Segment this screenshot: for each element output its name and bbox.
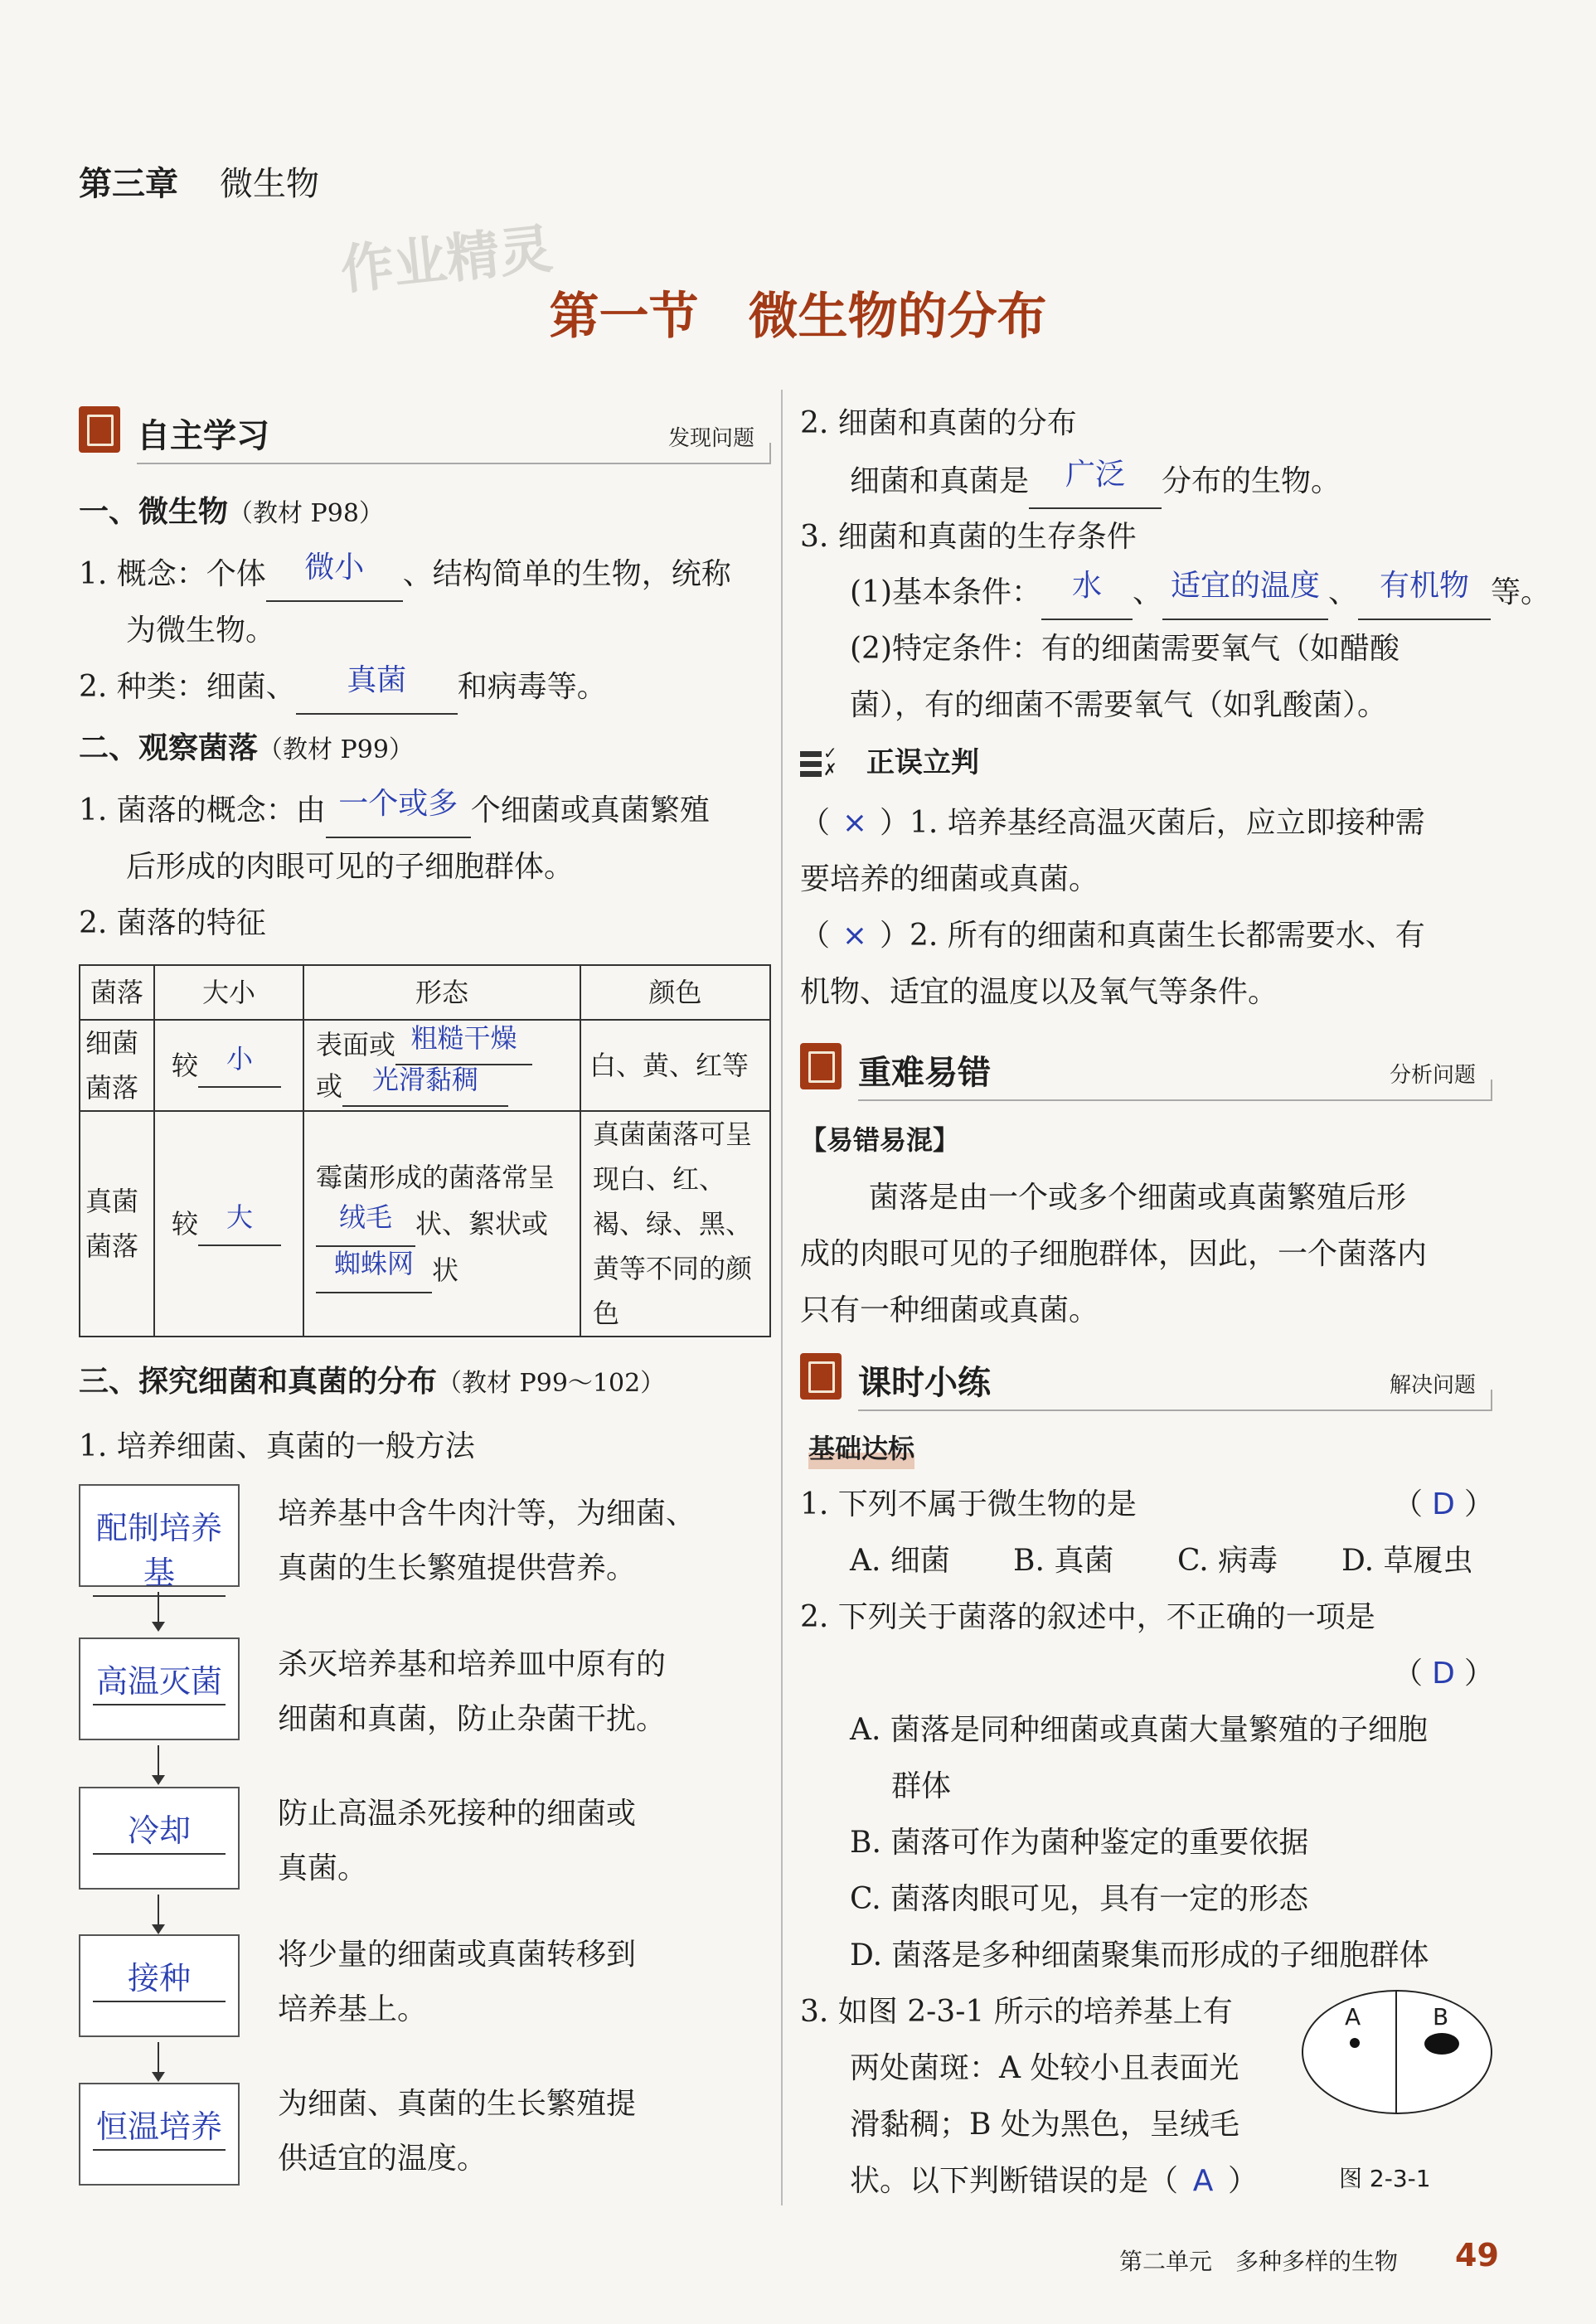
flow-desc: 将少量的细菌或真菌转移到 培养基上。 [278, 1938, 637, 2026]
colony-a-dot [1350, 2038, 1360, 2048]
judge-1: （ × ）1. 培养基经高温灭菌后，应立即接种需 [800, 806, 1425, 840]
judge-2: （ × ）2. 所有的细菌和真菌生长都需要水、有 [800, 919, 1425, 953]
option: C. 病毒 [1177, 1544, 1278, 1578]
item-1-1-cont: 为微生物。 [126, 614, 276, 648]
table-row: 真菌菌落 较 大 霉菌形成的菌落常呈 绒毛 状、絮状或 蜘蛛网 状 真菌菌落可呈现白、红、褐、绿、黑、黄等不同的颜色 [80, 1111, 770, 1337]
watermark: 作业精灵 [337, 218, 555, 303]
chapter-name: 微生物 [220, 165, 319, 203]
yicuo-text-2: 成的肉眼可见的子细胞群体，因此，一个菌落内 [800, 1237, 1428, 1271]
colony-b-spot [1424, 2033, 1459, 2055]
heading-1: 一、微生物（教材 P98） [79, 495, 384, 529]
petri-dish-figure: A B [1302, 1990, 1492, 2114]
item-3-1: 1. 培养细菌、真菌的一般方法 [79, 1429, 475, 1463]
arrow-down-icon [158, 2042, 159, 2080]
item-2-1: 1. 菌落的概念：由 一个或多 个细菌或真菌繁殖 [79, 784, 710, 838]
table-header: 菌落 [80, 965, 154, 1020]
yicuo-tag: 【易错易混】 [800, 1124, 960, 1156]
item-2-2: 2. 菌落的特征 [79, 906, 266, 940]
item-r3-2: (2)特定条件：有的细菌需要氧气（如醋酸 [850, 632, 1400, 666]
chapter-label: 第三章 [79, 165, 178, 203]
option: A. 菌落是同种细菌或真菌大量繁殖的子细胞 [850, 1713, 1428, 1747]
item-r2: 2. 细菌和真菌的分布 [800, 406, 1077, 440]
section-title: 第一节 微生物的分布 [549, 288, 1047, 346]
column-divider [781, 390, 783, 2205]
yicuo-text-3: 只有一种细菌或真菌。 [800, 1293, 1099, 1327]
option: B. 真菌 [1013, 1544, 1114, 1578]
flow-step: 冷却 [79, 1787, 240, 1890]
question-3: 3. 如图 2-3-1 所示的培养基上有 [800, 1995, 1233, 2029]
zhongnan-header: 重难易错 分析问题 [800, 1043, 1492, 1101]
jichu-label: 基础达标 [808, 1428, 914, 1469]
arrow-down-icon [158, 1745, 159, 1783]
judge-1-cont: 要培养的细菌或真菌。 [800, 862, 1099, 896]
footer-unit: 第二单元 多种多样的生物 [1119, 2248, 1399, 2275]
heading-3: 三、探究细菌和真菌的分布（教材 P99～102） [79, 1365, 666, 1399]
heading-2: 二、观察菌落（教材 P99） [79, 731, 414, 765]
yicuo-text-1: 菌落是由一个或多个细菌或真菌繁殖后形 [869, 1181, 1407, 1215]
zizhu-header: 自主学习 发现问题 [79, 406, 771, 464]
question-2: 2. 下列关于菌落的叙述中，不正确的一项是 [800, 1600, 1375, 1634]
flow-step: 恒温培养 [79, 2083, 240, 2186]
flow-step: 配制培养基 [79, 1484, 240, 1587]
item-r2-text: 细菌和真菌是 广泛 分布的生物。 [850, 454, 1341, 509]
flow-step: 接种 [79, 1934, 240, 2037]
figure-caption: 图 2-3-1 [1339, 2165, 1431, 2192]
table-header: 大小 [154, 965, 303, 1020]
section-icon [79, 406, 120, 453]
option: A. 细菌 [850, 1544, 950, 1578]
item-1-1: 1. 概念：个体 微小 、结构简单的生物，统称 [79, 547, 731, 602]
option: B. 菌落可作为菌种鉴定的重要依据 [850, 1826, 1309, 1860]
question-3-cont: 两处菌斑：A 处较小且表面光 [850, 2051, 1239, 2085]
check-list-icon: ✓ ✗ [800, 748, 833, 778]
question-3-cont: 状。以下判断错误的是（ A ） [850, 2164, 1259, 2198]
item-r3: 3. 细菌和真菌的生存条件 [800, 520, 1137, 554]
page-number: 49 [1455, 2237, 1499, 2273]
arrow-down-icon [158, 1895, 159, 1933]
table-header: 形态 [303, 965, 580, 1020]
flow-desc: 为细菌、真菌的生长繁殖提 供适宜的温度。 [278, 2087, 637, 2176]
section-icon [800, 1043, 842, 1089]
zhengwu-title: 正误立判 [866, 746, 979, 779]
flow-desc: 培养基中含牛肉汁等，为细菌、 真菌的生长繁殖提供营养。 [278, 1497, 696, 1585]
option: D. 菌落是多种细菌聚集而形成的子细胞群体 [850, 1938, 1429, 1972]
colony-table [79, 964, 771, 1337]
item-r3-1: (1)基本条件： 水 、 适宜的温度 、 有机物 等。 [850, 565, 1550, 620]
section-icon [800, 1353, 842, 1400]
item-r3-2-cont: 菌），有的细菌不需要氧气（如乳酸菌）。 [850, 688, 1388, 722]
option: D. 草履虫 [1341, 1544, 1473, 1578]
flow-desc: 防止高温杀死接种的细菌或 真菌。 [278, 1797, 637, 1885]
judge-2-cont: 机物、适宜的温度以及氧气等条件。 [800, 975, 1278, 1009]
option: C. 菌落肉眼可见，具有一定的形态 [850, 1882, 1309, 1916]
question-1: 1. 下列不属于微生物的是 [800, 1487, 1137, 1521]
keshi-header: 课时小练 解决问题 [800, 1353, 1492, 1411]
table-header: 颜色 [580, 965, 770, 1020]
item-1-2: 2. 种类：细菌、 真菌 和病毒等。 [79, 660, 607, 715]
question-3-cont: 滑黏稠；B 处为黑色，呈绒毛 [850, 2108, 1239, 2142]
item-2-1-cont: 后形成的肉眼可见的子细胞群体。 [126, 850, 575, 884]
arrow-down-icon [158, 1592, 159, 1630]
answer-bracket: （ D ） [1393, 1487, 1495, 1521]
table-row: 细菌菌落 较 小 表面或 粗糙干燥 或 光滑黏稠 白、黄、红等 [80, 1020, 770, 1111]
flow-step: 高温灭菌 [79, 1637, 240, 1740]
option-cont: 群体 [891, 1769, 952, 1803]
answer-bracket: （ D ） [1393, 1657, 1495, 1691]
flow-desc: 杀灭培养基和培养皿中原有的 细菌和真菌，防止杂菌干扰。 [278, 1647, 667, 1736]
